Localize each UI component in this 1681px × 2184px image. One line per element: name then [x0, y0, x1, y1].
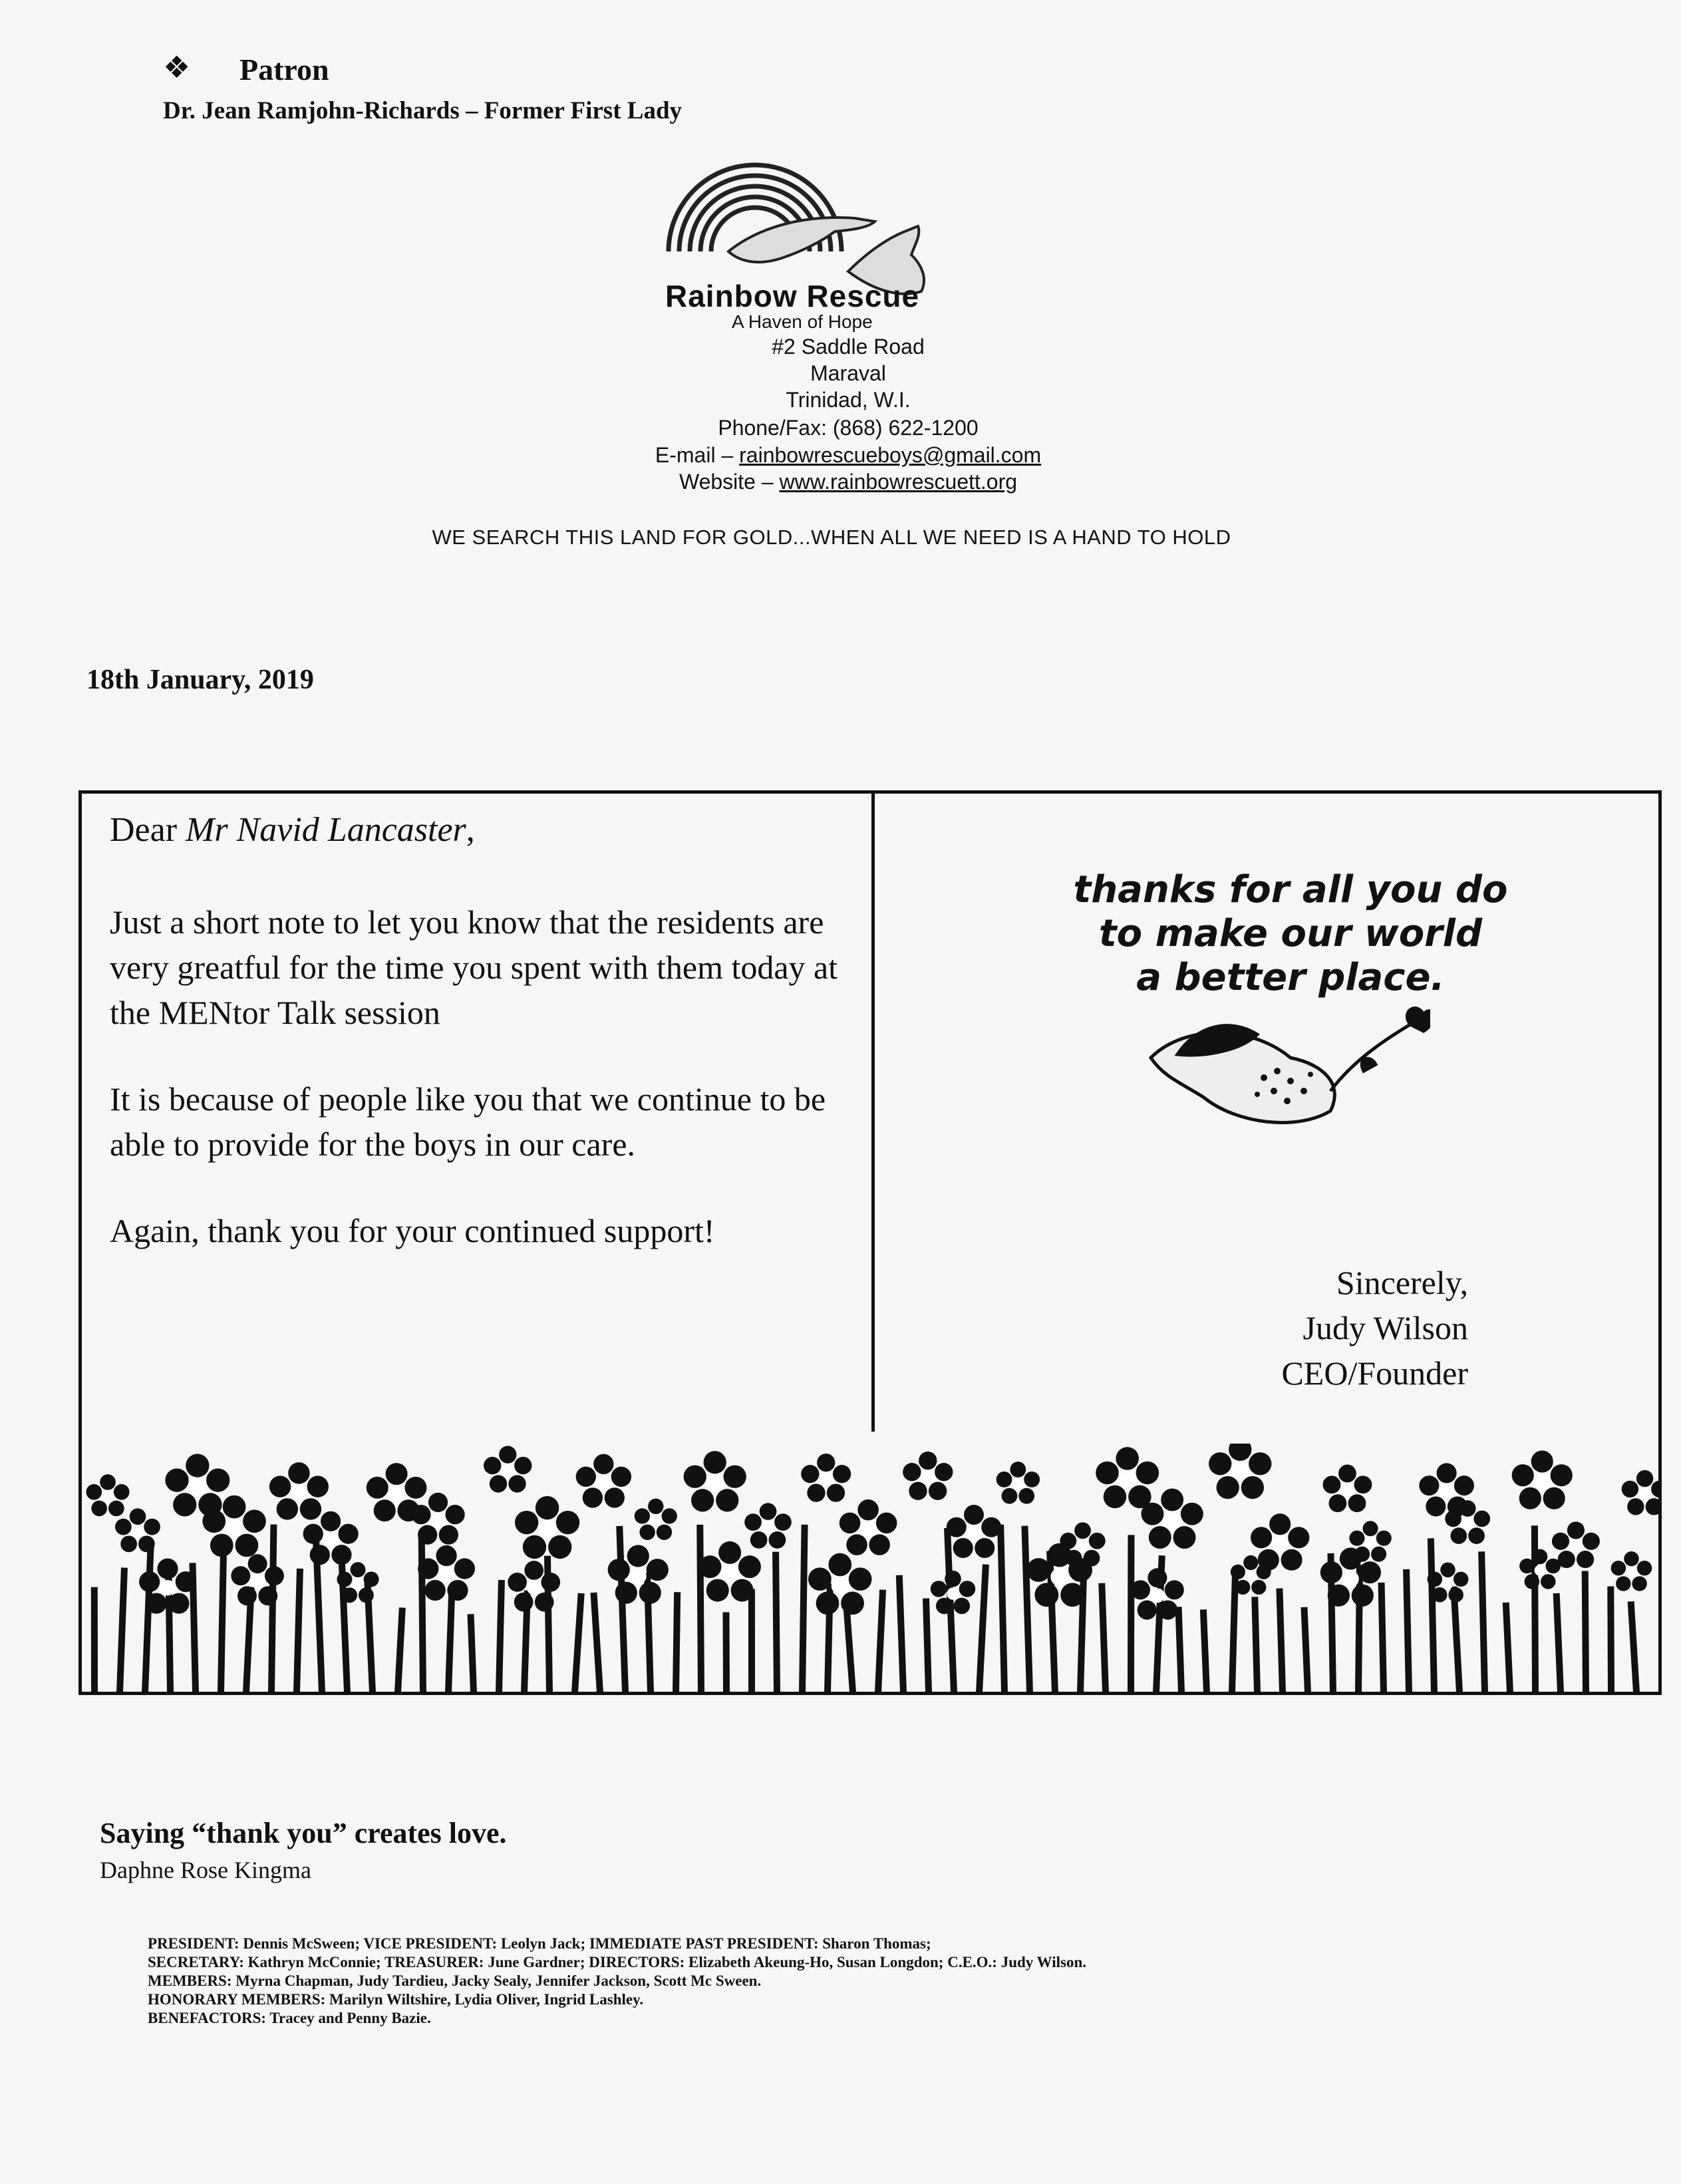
flower-bloom — [1552, 1521, 1600, 1568]
address-line-2: Maraval — [810, 361, 886, 385]
flower-stem — [471, 1614, 474, 1692]
signer-name: Judy Wilson — [1302, 1309, 1468, 1346]
board-line-5: BENEFACTORS: Tracey and Penny Bazie. — [148, 2010, 431, 2026]
quote-author: Daphne Rose Kingma — [100, 1857, 311, 1883]
diamond-bullet-icon: ❖ — [163, 51, 191, 84]
flower-stem — [499, 1580, 502, 1692]
flower-bloom — [996, 1462, 1040, 1503]
email-row — [572, 443, 1124, 468]
flower-stem — [1481, 1551, 1485, 1692]
board-line-1: PRESIDENT: Dennis McSween; VICE PRESIDENT: Leolyn Jack; IMMEDIATE PAST PRESIDENT: Sharon Thomas; — [148, 1935, 931, 1952]
letter-paragraph-1: Just a short note to let you know that the residents are very greatful for the time you spent with them today at the MENtor Talk session — [110, 903, 838, 1031]
card-message — [1024, 868, 1557, 1000]
flower-stem — [776, 1552, 777, 1692]
flower-stem — [221, 1556, 224, 1692]
flower-stem — [847, 1607, 853, 1692]
flower-stem — [1431, 1538, 1434, 1692]
website-row — [572, 470, 1124, 494]
flower-stem — [341, 1545, 347, 1692]
greeting — [110, 810, 475, 850]
address-line-1: #2 Saddle Road — [772, 335, 925, 359]
flower-stem — [1358, 1565, 1360, 1692]
flower-stem — [878, 1590, 883, 1692]
flower-stem — [297, 1569, 300, 1692]
flower-bloom — [808, 1553, 871, 1615]
flower-stem — [1255, 1597, 1257, 1692]
flower-stem — [1506, 1603, 1510, 1692]
flower-bloom — [1512, 1450, 1573, 1509]
card-line-1: thanks for all you do — [1073, 868, 1508, 911]
flower-bloom — [86, 1474, 129, 1516]
flower-bloom — [515, 1496, 579, 1559]
patron-name: Dr. Jean Ramjohn-Richards – Former First Lady — [163, 97, 683, 124]
flower-stem — [575, 1593, 581, 1692]
flower-bloom — [635, 1499, 677, 1540]
flower-bloom — [418, 1545, 475, 1601]
org-motto: WE SEARCH THIS LAND FOR GOLD...WHEN ALL WE NEED IS A HAND TO HOLD — [432, 526, 1231, 549]
flower-stem — [1179, 1607, 1181, 1692]
dove-with-branch-icon — [1131, 998, 1430, 1144]
board-line-4: HONORARY MEMBERS: Marilyn Wiltshire, Lydia Oliver, Ingrid Lashley. — [148, 1991, 644, 2008]
flower-stem — [700, 1525, 701, 1692]
flower-bloom — [165, 1454, 229, 1516]
flower-bloom — [115, 1508, 160, 1552]
flower-bloom — [608, 1545, 669, 1603]
flower-stem — [1232, 1567, 1235, 1692]
flower-bloom — [801, 1454, 851, 1502]
email-link[interactable]: rainbowrescueboys@gmail.com — [739, 443, 1042, 467]
flower-stem — [1610, 1587, 1611, 1692]
flower-bloom — [1096, 1447, 1159, 1508]
signer-title: CEO/Founder — [1281, 1354, 1468, 1392]
flower-stem — [1304, 1607, 1308, 1692]
letter-paragraph-2: It is because of people like you that we continue to be able to provide for the boys in our care. — [110, 1080, 826, 1163]
flower-stem — [271, 1525, 273, 1692]
flower-bloom — [947, 1505, 1002, 1558]
flower-stem — [1585, 1571, 1586, 1692]
flower-bloom — [411, 1493, 464, 1545]
email-label: E-mail – — [655, 443, 734, 467]
org-tagline: A Haven of Hope — [732, 311, 873, 332]
patron-title: Patron — [239, 53, 329, 86]
card-line-3: a better place. — [1136, 956, 1445, 999]
flower-stem — [1102, 1583, 1106, 1692]
phone-fax: Phone/Fax: (868) 622-1200 — [718, 416, 979, 440]
flower-stem — [1631, 1601, 1636, 1692]
org-name: Rainbow Rescue — [665, 279, 920, 313]
flower-stem — [802, 1525, 805, 1692]
flower-stem — [422, 1533, 423, 1692]
flower-bloom — [1209, 1444, 1271, 1499]
flower-bloom — [903, 1452, 953, 1500]
flower-bloom — [484, 1446, 532, 1492]
flower-stem — [398, 1608, 402, 1692]
frame-divider — [871, 793, 875, 1432]
letter-date: 18th January, 2019 — [86, 665, 314, 695]
flower-bloom — [744, 1503, 792, 1549]
address-line-3: Trinidad, W.I. — [786, 388, 911, 412]
flower-stem — [120, 1568, 124, 1692]
flower-stem — [1203, 1609, 1207, 1692]
flower-stem — [593, 1593, 600, 1692]
card-line-2: to make our world — [1098, 912, 1483, 955]
flower-stem — [448, 1586, 452, 1692]
flower-bloom — [269, 1462, 329, 1519]
flower-bloom — [1519, 1549, 1561, 1589]
flower-border-illustration — [81, 1444, 1659, 1692]
letter-paragraph-3: Again, thank you for your continued support! — [110, 1212, 715, 1249]
greeting-prefix: Dear — [110, 811, 186, 849]
flower-bloom — [1611, 1551, 1652, 1591]
flower-stem — [145, 1541, 151, 1692]
flower-stem — [899, 1575, 903, 1692]
website-label: Website – — [679, 470, 774, 494]
flower-stem — [1024, 1526, 1030, 1692]
flower-stem — [1406, 1569, 1409, 1692]
flower-bloom — [1026, 1543, 1092, 1607]
flower-stem — [1382, 1583, 1384, 1692]
flower-stem — [676, 1592, 677, 1692]
flower-bloom — [840, 1499, 897, 1555]
flower-stem — [979, 1565, 986, 1692]
website-link[interactable]: www.rainbowrescuett.org — [779, 470, 1018, 494]
flower-bloom — [508, 1561, 560, 1611]
flower-stem — [1279, 1589, 1283, 1692]
closing: Sincerely, — [1336, 1264, 1468, 1301]
flower-stem — [926, 1599, 929, 1692]
flower-stem — [1453, 1587, 1459, 1692]
flower-bloom — [684, 1451, 746, 1511]
recipient-name: Mr Navid Lancaster — [186, 811, 466, 849]
flower-bloom — [1622, 1470, 1659, 1515]
flower-bloom — [1323, 1465, 1372, 1513]
flower-bloom — [576, 1454, 631, 1508]
flower-stem — [1000, 1525, 1004, 1692]
quote-text: Saying “thank you” creates love. — [100, 1817, 507, 1849]
board-line-2: SECRETARY: Kathryn McConnie; TREASURER: June Gardner; DIRECTORS: Elizabeth Akeung-Ho, Susan Longdon; C.E.O.: Judy Wilson. — [148, 1954, 1086, 1970]
flower-stem — [619, 1526, 625, 1692]
greeting-suffix: , — [466, 811, 475, 849]
flower-stem — [1557, 1593, 1561, 1692]
flower-bloom — [698, 1541, 760, 1602]
board-line-3: MEMBERS: Myrna Chapman, Judy Tardieu, Jacky Sealy, Jennifer Jackson, Scott Mc Sween. — [148, 1972, 762, 1989]
flower-bloom — [1251, 1513, 1309, 1571]
